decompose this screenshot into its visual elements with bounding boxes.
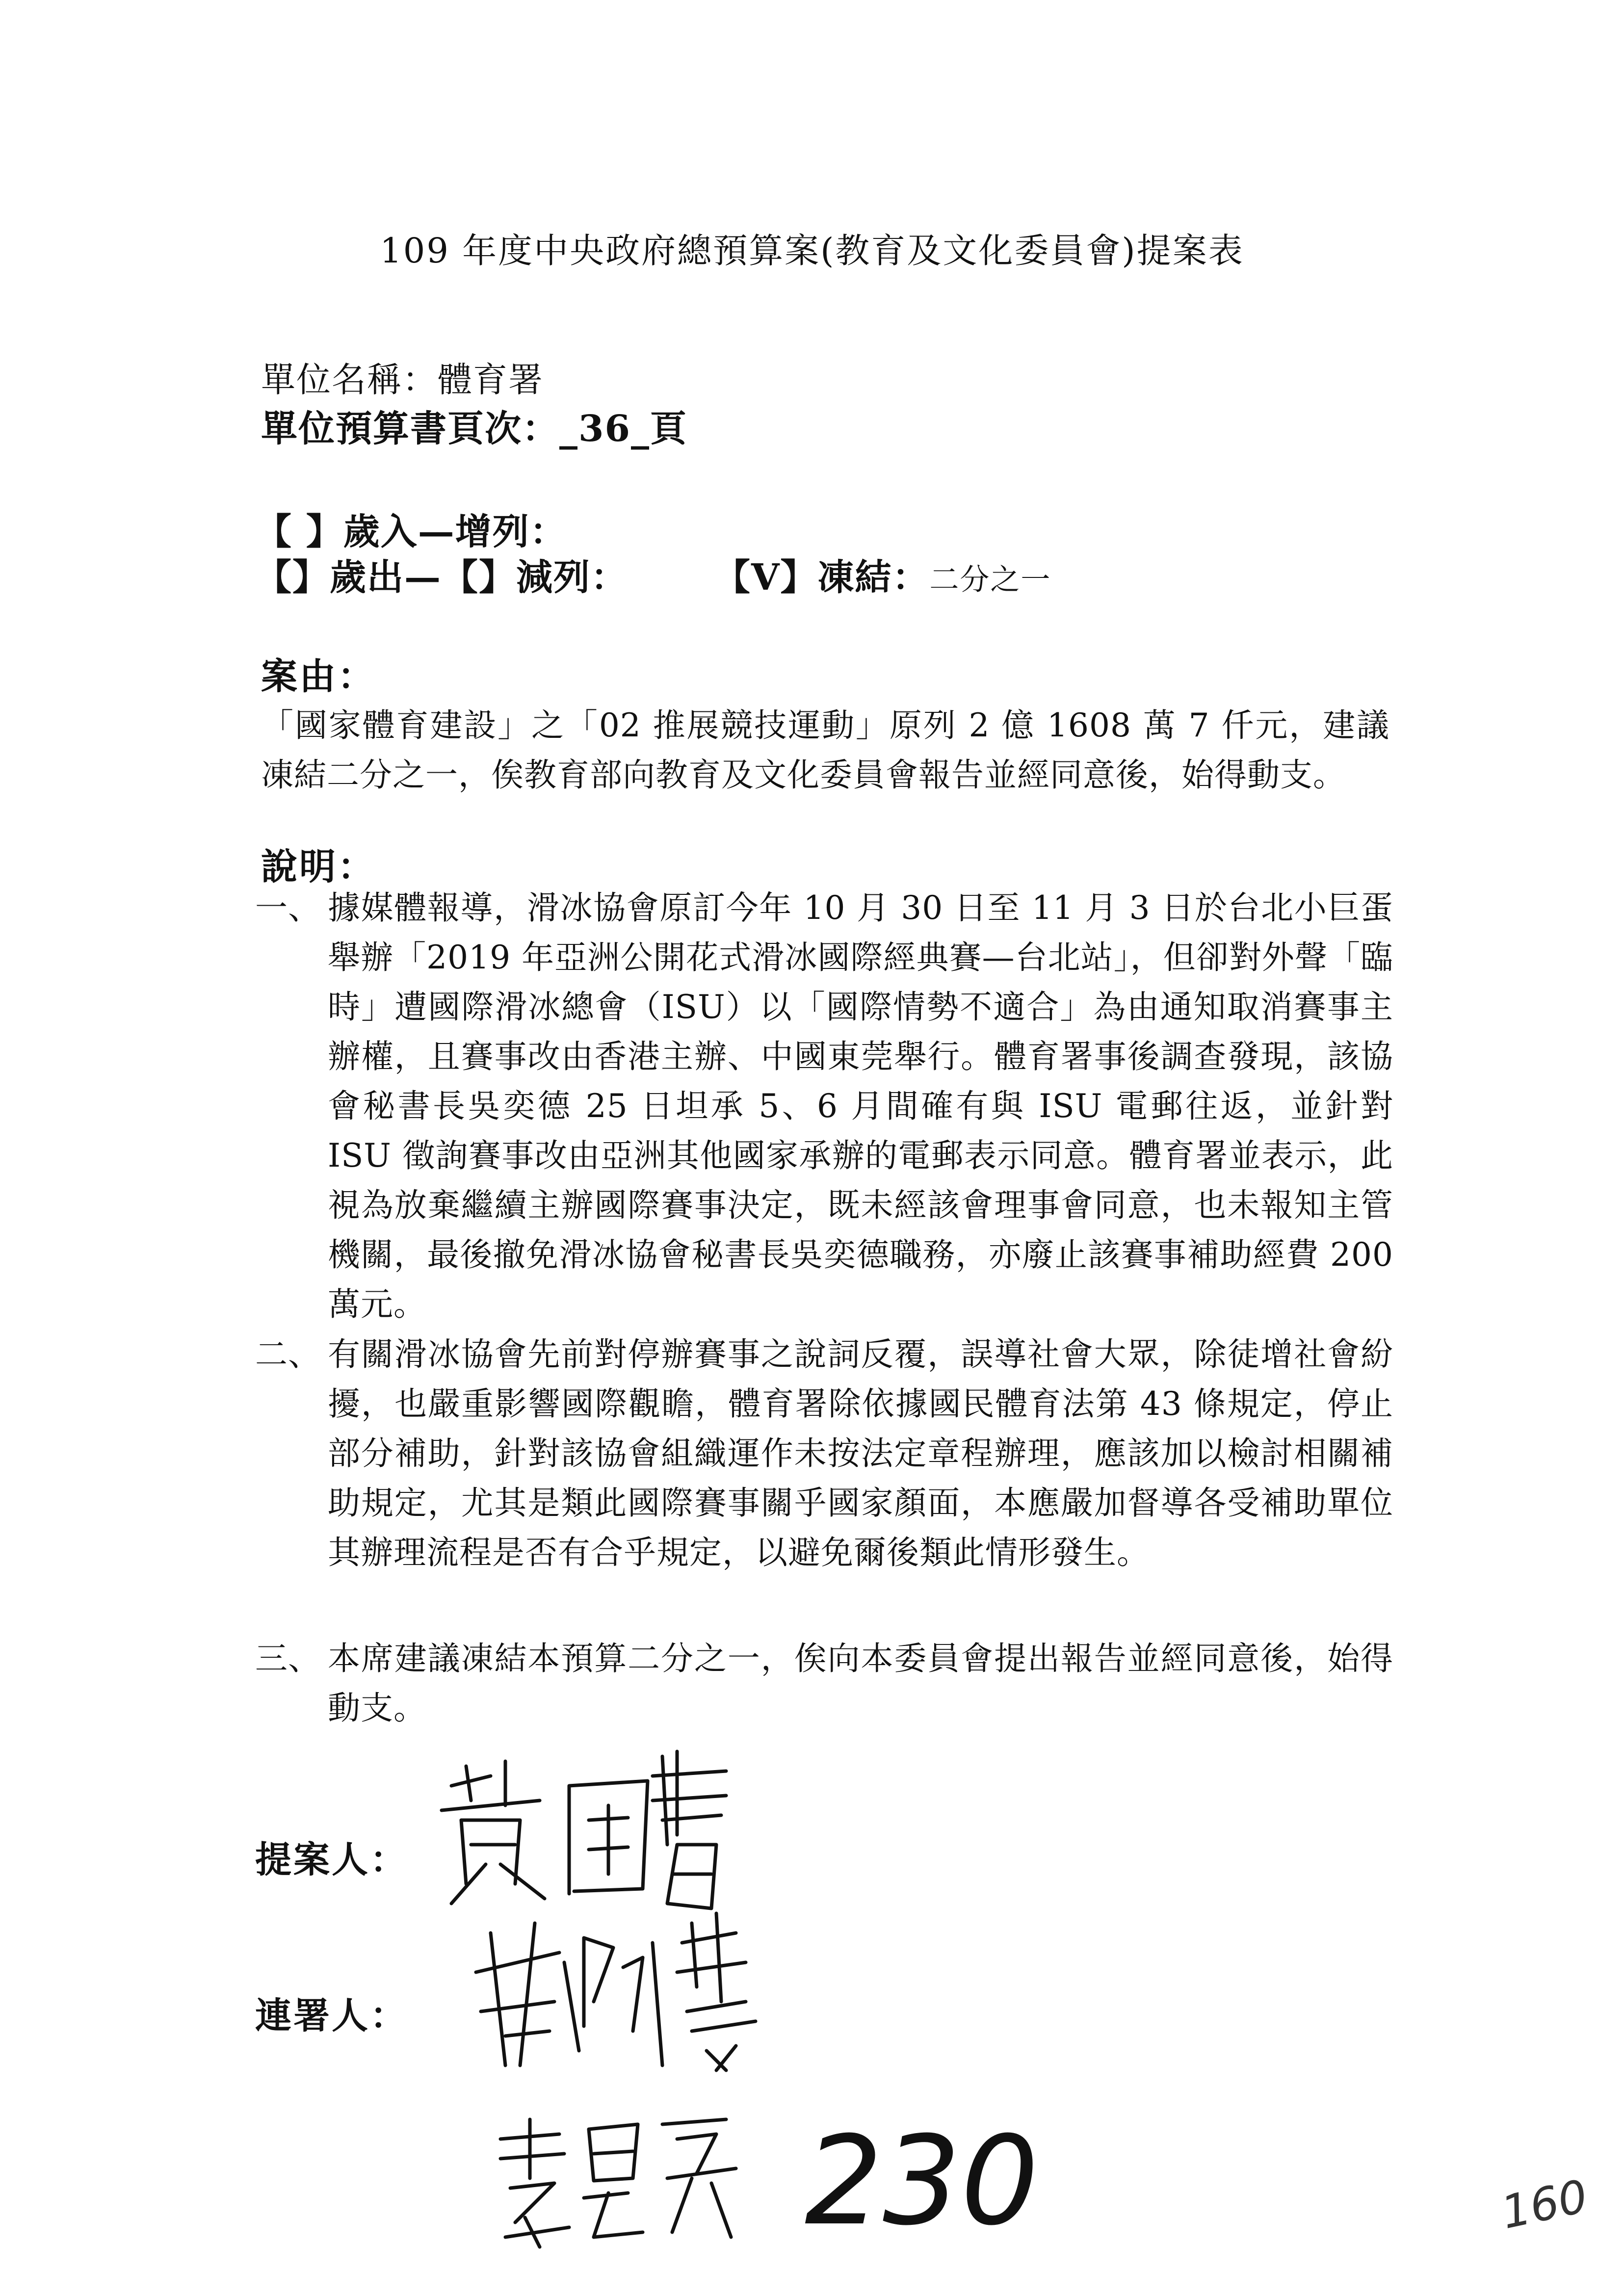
page-title: 109 年度中央政府總預算案(教育及文化委員會)提案表	[380, 231, 1244, 271]
explanation-item-3	[255, 1634, 1393, 1733]
proposer-signature	[432, 1747, 746, 1913]
cosigner-signature-2	[481, 2105, 756, 2252]
cause-text: 「國家體育建設」之「02 推展競技運動」原列 2 億 1608 萬 7 仟元，建議凍結二分之一，俟教育部向教育及文化委員會報告並經同意後，始得動支。	[261, 706, 1389, 794]
item-number: 二、	[255, 1335, 321, 1373]
explanation-item-1	[255, 883, 1393, 1329]
expenditure-line: 【】歲出—【】減列：	[255, 556, 628, 599]
item-text: 本席建議凍結本預算二分之一，俟向本委員會提出報告並經同意後，始得動支。	[328, 1640, 1393, 1727]
unit-budget-page: 單位預算書頁次：_36_頁	[261, 408, 687, 450]
freeze-label: 【V】凍結：	[714, 556, 930, 599]
revenue-line: 【 】歲入—增列：	[255, 511, 567, 553]
item-number: 一、	[255, 889, 321, 927]
unit-name: 單位名稱：體育署	[261, 360, 544, 400]
cause-heading: 案由：	[261, 655, 376, 698]
freeze-value: 二分之一	[929, 563, 1051, 597]
cosigner-signature-1	[461, 1904, 775, 2075]
item-number: 三、	[255, 1640, 321, 1677]
explanation-item-2	[255, 1330, 1393, 1577]
page-number: 160	[1496, 2169, 1592, 2240]
item-text: 有關滑冰協會先前對停辦賽事之說詞反覆，誤導社會大眾，除徒增社會紛擾，也嚴重影響國際觀瞻，體育署除依據國民體育法第 43 條規定，停止部分補助，針對該協會組織運作未按法定章程辦理，應該加以檢討相關補助規定，尤其是類此國際賽事關乎國家顏面，本應嚴加督導各受補助單位其辦理流程是否有合乎規定，以避免爾後類此情形發生。	[328, 1335, 1393, 1571]
cosigner-label: 連署人：	[255, 1995, 408, 2037]
explanation-heading: 說明：	[261, 846, 376, 888]
item-text: 據媒體報導，滑冰協會原訂今年 10 月 30 日至 11 月 3 日於台北小巨蛋舉辦「2019 年亞洲公開花式滑冰國際經典賽—台北站」，但卻對外聲「臨時」遭國際滑冰總會（ISU）以「國際情勢不適合」為由通知取消賽事主辦權，且賽事改由香港主辦、中國東莞舉行。體育署事後調查發現，該協會秘書長吳奕德 25 日坦承 5、6 月間確有與 ISU 電郵往返，並針對 ISU 徵詢賽事改由亞洲其他國家承辦的電郵表示同意。體育署並表示，此視為放棄繼續主辦國際賽事決定，既未經該會理事會同意，也未報知主管機關，最後撤免滑冰協會秘書長吳奕德職務，亦廢止該賽事補助經費 200 萬元。	[328, 889, 1393, 1323]
proposer-label: 提案人：	[255, 1839, 408, 1881]
handwritten-number: 230	[805, 2110, 1039, 2252]
freeze-line	[714, 548, 1051, 600]
